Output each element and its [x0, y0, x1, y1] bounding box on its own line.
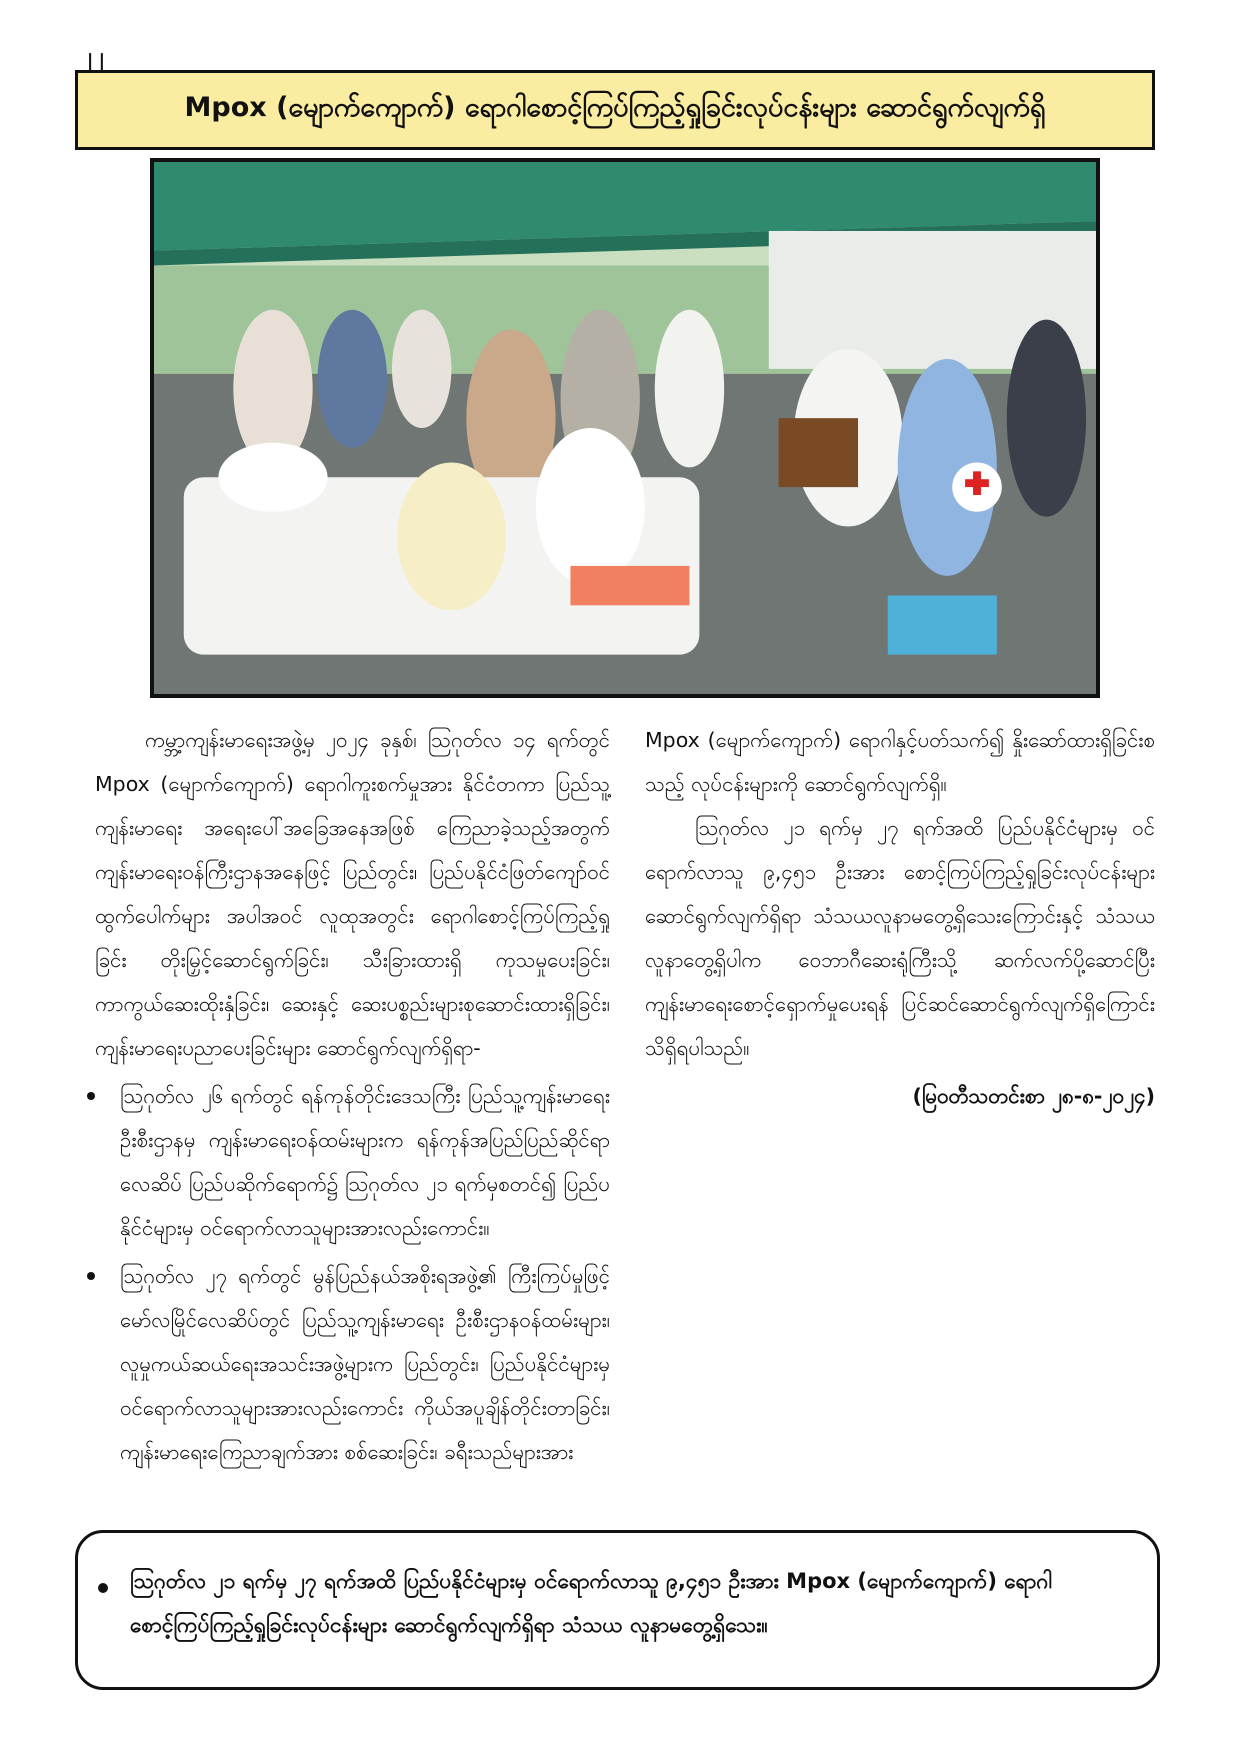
left-column — [95, 718, 610, 1478]
article-paragraph-2: ဩဂုတ်လ ၂၁ ရက်မှ ၂၇ ရက်အထိ ပြည်ပနိုင်ငံများမှ ဝင်ရောက်လာသူ ၉,၄၅၁ ဦးအား စောင့်ကြပ်ကြည့်ရှုခြင်းလုပ်ငန်းများ ဆောင်ရွက်လျက်ရှိရာ သံသယလူနာမတွေ့ရှိသေးကြောင်းနှင့် သံသယလူနာတွေ့ရှိပါက ဝေဘာဂီဆေးရုံကြီးသို့ ဆက်လက်ပို့ဆောင်ပြီး ကျန်းမာရေးစောင့်ရှောက်မှုပေးရန် ပြင်ဆင်ဆောင်ရွက်လျက်ရှိကြောင်း သိရှိရပါသည်။ — [645, 816, 1155, 1060]
page-title-banner — [75, 70, 1155, 150]
source-citation: (မြဝတီသတင်းစာ ၂၈-၈-၂၀၂၄) — [912, 1084, 1155, 1108]
page-number: ၂၂ — [80, 42, 104, 70]
list-item-continuation: Mpox (မျောက်ကျောက်) ရောဂါနှင့်ပတ်သက်၍ နှိုးဆော်ထားရှိခြင်းစသည့် လုပ်ငန်းများကို ဆောင်ရွက်လျက်ရှိ။ — [645, 728, 1155, 796]
list-item: ဩဂုတ်လ ၂၇ ရက်တွင် မွန်ပြည်နယ်အစိုးရအဖွဲ့၏ ကြီးကြပ်မှုဖြင့် မော်လမြိုင်လေဆိပ်တွင် ပြည်သူ့ကျန်းမာရေး ဦးစီးဌာနဝန်ထမ်းများ၊ လူမှုကယ်ဆယ်ရေးအသင်းအဖွဲ့များက ပြည်တွင်း၊ ပြည်ပနိုင်ငံများမှ ဝင်ရောက်လာသူများအားလည်းကောင်း ကိုယ်အပူချိန်တိုင်းတာခြင်း၊ ကျန်းမာရေးကြေညာချက်အား စစ်ဆေးခြင်း၊ ခရီးသည်များအား — [95, 1254, 610, 1474]
bullet-list — [95, 1074, 610, 1474]
screening-photo — [150, 158, 1100, 698]
summary-box — [75, 1530, 1160, 1690]
list-item: ဩဂုတ်လ ၂၆ ရက်တွင် ရန်ကုန်တိုင်းဒေသကြီး ပြည်သူ့ကျန်းမာရေးဦးစီးဌာနမှ ကျန်းမာရေးဝန်ထမ်းများက ရန်ကုန်အပြည်ပြည်ဆိုင်ရာလေဆိပ် ပြည်ပဆိုက်ရောက်၌ ဩဂုတ်လ ၂၁ ရက်မှစတင်၍ ပြည်ပနိုင်ငံများမှ ဝင်ရောက်လာသူများအားလည်းကောင်း။ — [95, 1074, 610, 1250]
bullet-icon — [98, 1583, 108, 1593]
right-column — [645, 718, 1155, 1118]
screening-photo-illustration — [154, 162, 1096, 694]
article-paragraph-1: ကမ္ဘာ့ကျန်းမာရေးအဖွဲ့မှ ၂၀၂၄ ခုနှစ်၊ ဩဂုတ်လ ၁၄ ရက်တွင် Mpox (မျောက်ကျောက်) ရောဂါကူးစက်မှုအား နိုင်ငံတကာ ပြည်သူ့ကျန်းမာရေး အရေးပေါ်အခြေအနေအဖြစ် ကြေညာခဲ့သည့်အတွက် ကျန်းမာရေးဝန်ကြီးဌာနအနေဖြင့် ပြည်တွင်း၊ ပြည်ပနိုင်ငံဖြတ်ကျော်ဝင်ထွက်ပေါက်များ အပါအဝင် လူထုအတွင်း ရောဂါစောင့်ကြပ်ကြည့်ရှုခြင်း တိုးမြှင့်ဆောင်ရွက်ခြင်း၊ သီးခြားထားရှိ ကုသမှုပေးခြင်း၊ ကာကွယ်ဆေးထိုးနှံခြင်း၊ ဆေးနှင့် ဆေးပစ္စည်းများစုဆောင်းထားရှိခြင်း၊ ကျန်းမာရေးပညာပေးခြင်းများ ဆောင်ရွက်လျက်ရှိရာ- — [95, 728, 610, 1060]
page-title: Mpox (မျောက်ကျောက်) ရောဂါစောင့်ကြပ်ကြည့်ရှုခြင်းလုပ်ငန်းများ ဆောင်ရွက်လျက်ရှိ — [184, 92, 1046, 123]
summary-text: ဩဂုတ်လ ၂၁ ရက်မှ ၂၇ ရက်အထိ ပြည်ပနိုင်ငံများမှ ဝင်ရောက်လာသူ ၉,၄၅၁ ဦးအား Mpox (မျောက်ကျောက်) ရောဂါ စောင့်ကြပ်ကြည့်ရှုခြင်းလုပ်ငန်းများ ဆောင်ရွက်လျက်ရှိရာ သံသယ လူနာမတွေ့ရှိသေး။ — [130, 1569, 1052, 1637]
